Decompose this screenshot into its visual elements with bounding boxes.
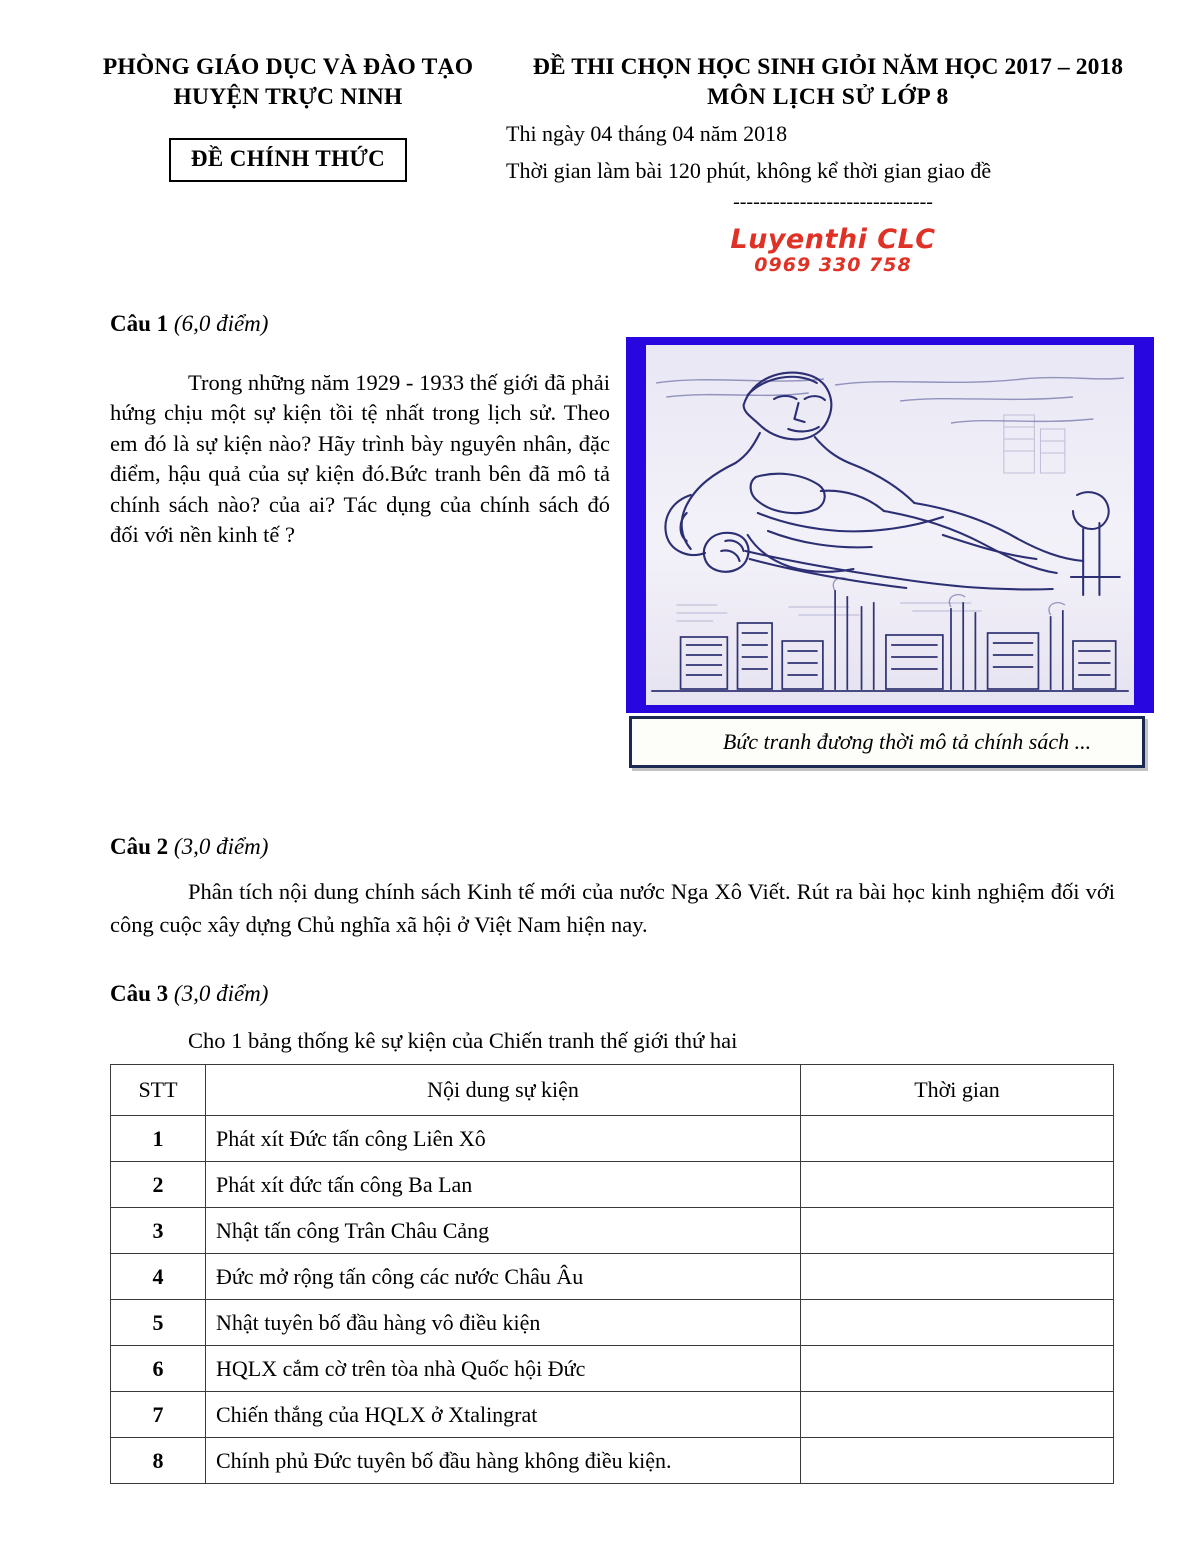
brand-phone: 0969 330 758 (754, 254, 912, 276)
question-3-label: Câu 3 (110, 981, 169, 1006)
question-3-heading (110, 980, 268, 1008)
brand-name: Luyenthi CLC (730, 224, 936, 255)
row-time-blank[interactable] (801, 1346, 1114, 1392)
row-number: 1 (111, 1116, 206, 1162)
table-row (111, 1438, 1114, 1484)
department-name-line1: PHÒNG GIÁO DỤC VÀ ĐÀO TẠO (102, 54, 474, 80)
table-row (111, 1392, 1114, 1438)
row-number: 2 (111, 1162, 206, 1208)
row-number: 7 (111, 1392, 206, 1438)
events-table-wrapper (110, 1064, 1113, 1484)
row-event: Nhật tuyên bố đầu hàng vô điều kiện (206, 1300, 801, 1346)
official-exam-badge: ĐỀ CHÍNH THỨC (169, 138, 407, 182)
table-row (111, 1162, 1114, 1208)
question-1-label: Câu 1 (110, 311, 169, 336)
brand-watermark (498, 226, 1158, 276)
row-time-blank[interactable] (801, 1438, 1114, 1484)
document-header (0, 52, 1200, 276)
row-time-blank[interactable] (801, 1300, 1114, 1346)
row-event: Chiến thắng của HQLX ở Xtalingrat (206, 1392, 801, 1438)
question-1-heading (110, 310, 268, 338)
question-2-label: Câu 2 (110, 834, 169, 859)
row-event: Chính phủ Đức tuyên bố đầu hàng không điều kiện. (206, 1438, 801, 1484)
department-name-line2: HUYỆN TRỰC NINH (173, 84, 403, 110)
header-separator: ------------------------------ (733, 191, 933, 213)
question-2-points: (3,0 điểm) (173, 834, 269, 859)
column-header-stt: STT (111, 1065, 206, 1116)
figure-caption-text: Bức tranh đương thời mô tả chính sách ... (722, 729, 1092, 754)
row-event: Phát xít Đức tấn công Liên Xô (206, 1116, 801, 1162)
header-left-column (78, 52, 498, 182)
table-row (111, 1346, 1114, 1392)
row-event: Đức mở rộng tấn công các nước Châu Âu (206, 1254, 801, 1300)
cartoon-illustration-svg (646, 345, 1134, 705)
column-header-time: Thời gian (801, 1065, 1114, 1116)
figure-caption-box (629, 716, 1145, 768)
row-event: Nhật tấn công Trân Châu Cảng (206, 1208, 801, 1254)
column-header-event: Nội dung sự kiện (206, 1065, 801, 1116)
exam-title-line2: MÔN LỊCH SỬ LỚP 8 (707, 84, 949, 110)
row-number: 6 (111, 1346, 206, 1392)
exam-date: Thi ngày 04 tháng 04 năm 2018 (506, 121, 788, 146)
figure-image (646, 345, 1134, 705)
question-3-intro: Cho 1 bảng thống kê sự kiện của Chiến tranh thế giới thứ hai (188, 1028, 738, 1053)
row-event: Phát xít đức tấn công Ba Lan (206, 1162, 801, 1208)
row-time-blank[interactable] (801, 1208, 1114, 1254)
figure-blue-frame (626, 337, 1154, 713)
header-right-column (498, 52, 1158, 276)
question-1-body: Trong những năm 1929 - 1933 thế giới đã phải hứng chịu một sự kiện tồi tệ nhất trong lịch sử. Theo em đó là sự kiện nào? Hãy trình bày nguyên nhân, đặc điểm, hậu quả của sự kiện đó.Bức tranh bên đã mô tả chính sách nào? của ai? Tác dụng của chính sách đó đối với nền kinh tế ? (110, 370, 610, 548)
table-row (111, 1208, 1114, 1254)
row-number: 8 (111, 1438, 206, 1484)
events-table (110, 1064, 1114, 1484)
row-time-blank[interactable] (801, 1162, 1114, 1208)
row-number: 5 (111, 1300, 206, 1346)
row-time-blank[interactable] (801, 1392, 1114, 1438)
table-row (111, 1116, 1114, 1162)
row-number: 4 (111, 1254, 206, 1300)
exam-title-line1: ĐỀ THI CHỌN HỌC SINH GIỎI NĂM HỌC 2017 – 2018 (532, 54, 1124, 80)
row-event: HQLX cắm cờ trên tòa nhà Quốc hội Đức (206, 1346, 801, 1392)
exam-duration: Thời gian làm bài 120 phút, không kể thời gian giao đề (506, 158, 992, 183)
table-header-row (111, 1065, 1114, 1116)
question-2-heading (110, 833, 268, 861)
table-row (111, 1254, 1114, 1300)
table-row (111, 1300, 1114, 1346)
figure-new-deal-cartoon (626, 337, 1154, 713)
question-1-points: (6,0 điểm) (173, 311, 269, 336)
row-time-blank[interactable] (801, 1254, 1114, 1300)
events-table-body (111, 1116, 1114, 1484)
question-2-body: Phân tích nội dung chính sách Kinh tế mới của nước Nga Xô Viết. Rút ra bài học kinh nghiệm đối với công cuộc xây dựng Chủ nghĩa xã hội ở Việt Nam hiện nay. (110, 879, 1115, 937)
row-number: 3 (111, 1208, 206, 1254)
row-time-blank[interactable] (801, 1116, 1114, 1162)
question-3-points: (3,0 điểm) (173, 981, 269, 1006)
